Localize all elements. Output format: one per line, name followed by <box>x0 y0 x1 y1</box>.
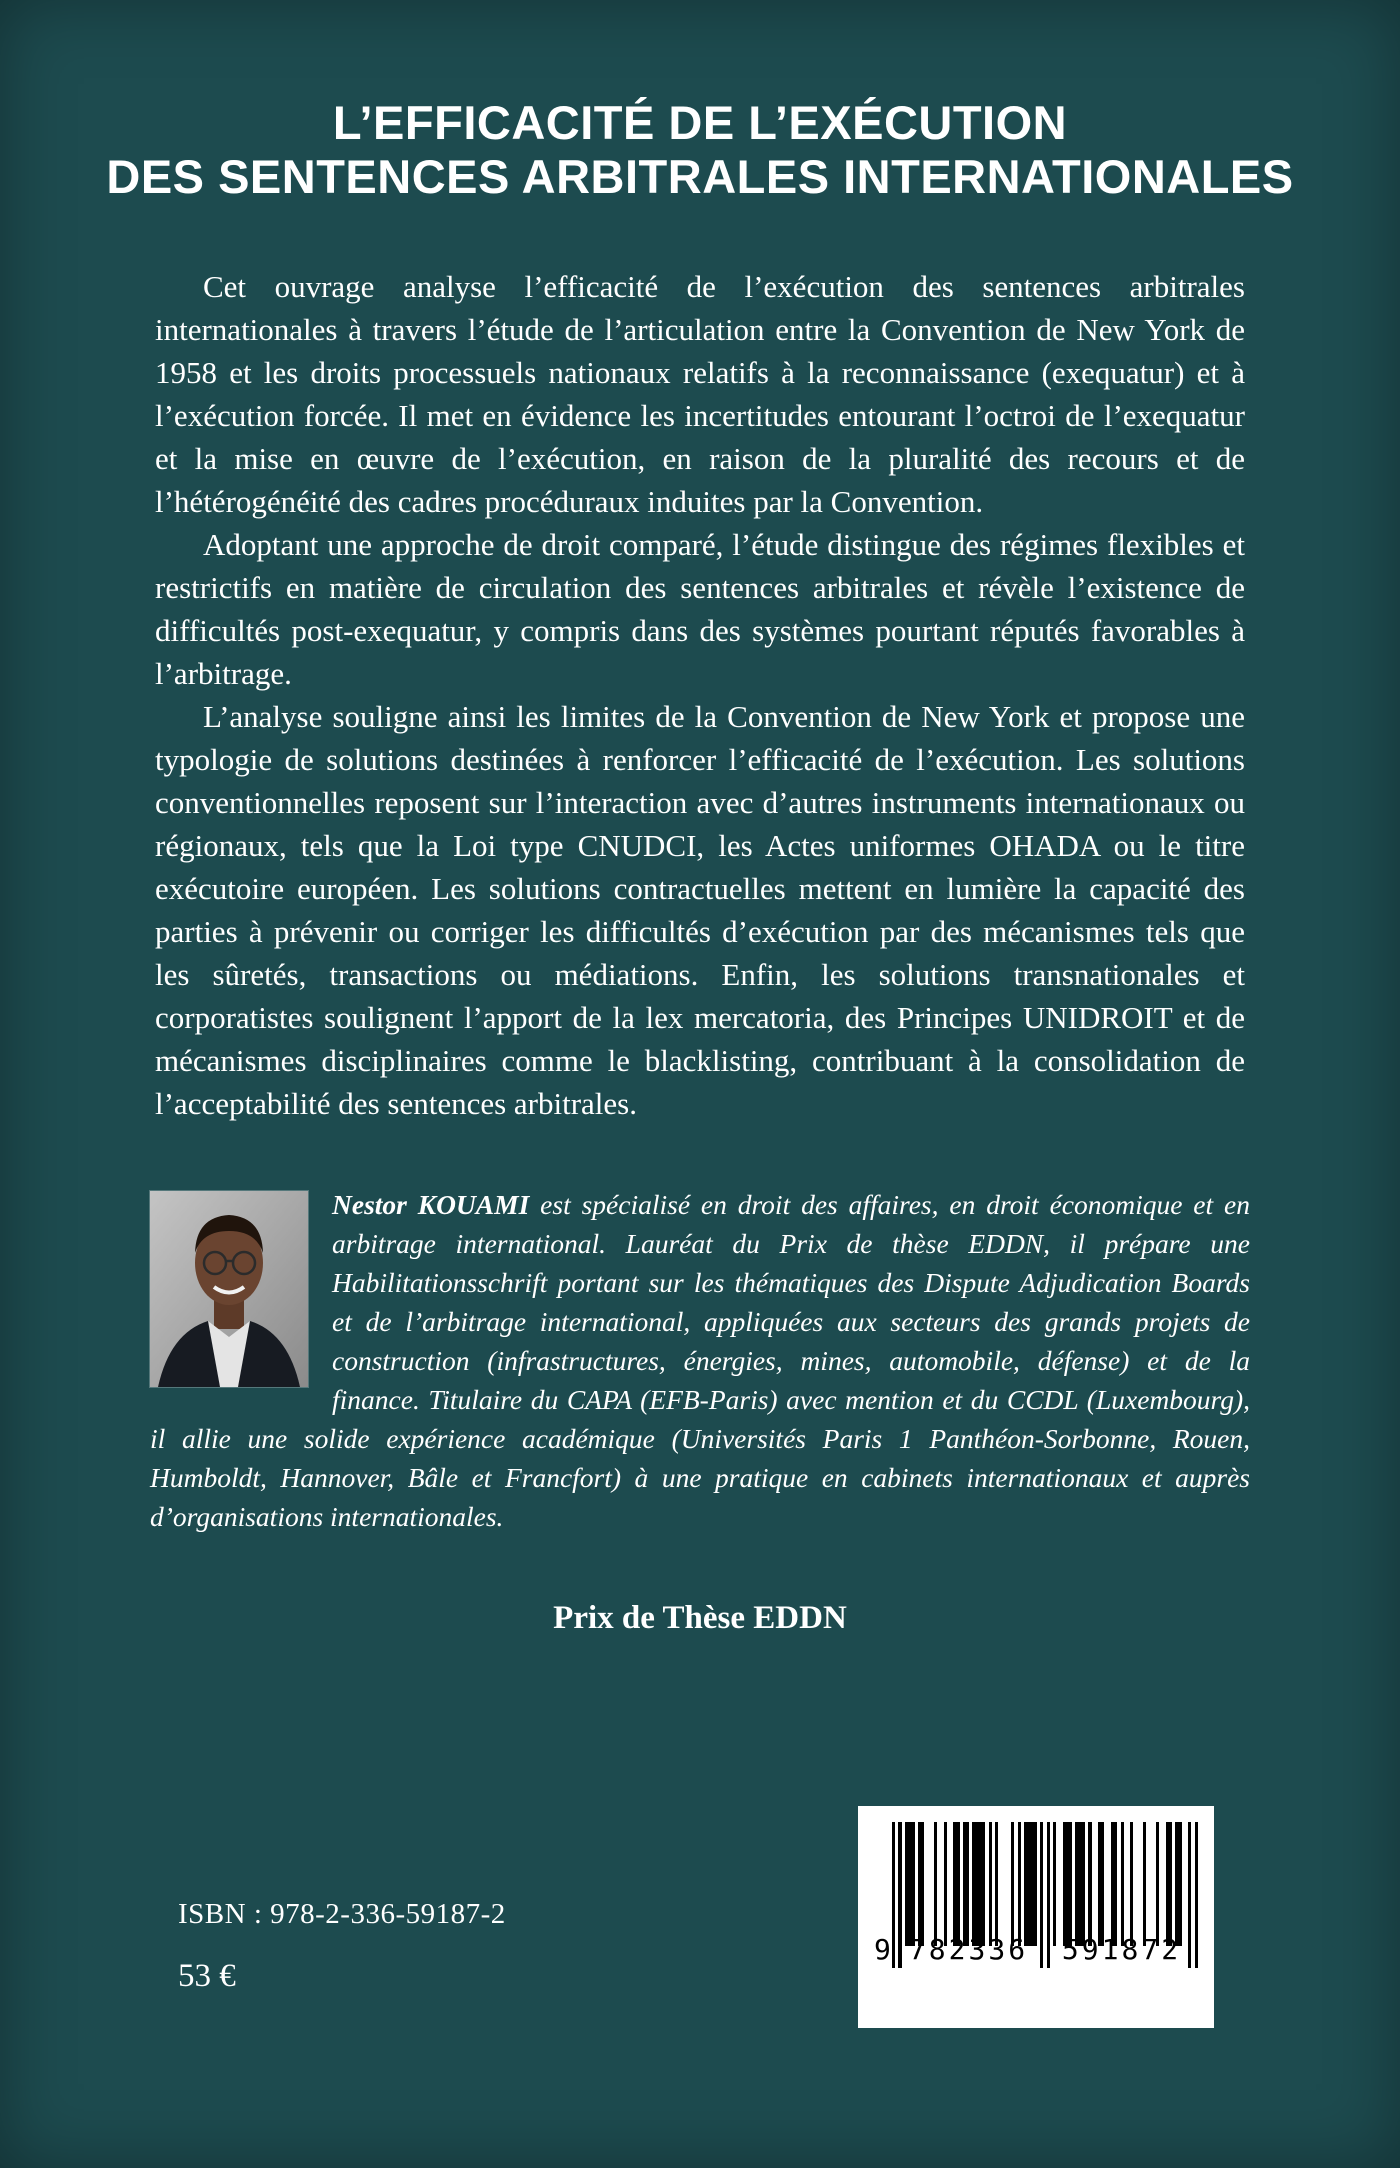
author-bio <box>150 1185 1250 1536</box>
barcode-digit-group: 591872 <box>1061 1933 1182 1966</box>
barcode-bars <box>892 1822 1198 1946</box>
price-text: 53 € <box>178 1958 236 1994</box>
bio-text: est spécialisé en droit des affaires, en droit économique et en arbitrage international. Lauréat du Prix de thèse EDDN, il prépare une Habilitationsschrift portant sur les thématiques des Dispute Adjudication Boards et de l’arbitrage international, appliquées aux secteurs des grands projets de construction (infrastructures, énergies, mines, automobile, défense) et de la finance. Titulaire du CAPA (EFB-Paris) avec mention et du CCDL (Luxembourg), il allie une solide expérience académique (Universités Paris 1 Panthéon-Sorbonne, Rouen, Humboldt, Hannover, Bâle et Francfort) à une pratique en cabinets internationaux et auprès d’organisations internationales. <box>150 1189 1250 1533</box>
author-name: Nestor KOUAMI <box>332 1189 530 1221</box>
title-line-2: DES SENTENCES ARBITRALES INTERNATIONALES <box>106 149 1294 203</box>
barcode-digit-group: 782336 <box>908 1933 1029 1966</box>
author-photo <box>150 1191 308 1387</box>
award-line: Prix de Thèse EDDN <box>553 1600 847 1637</box>
synopsis <box>155 265 1245 1125</box>
synopsis-paragraph: L’analyse souligne ainsi les limites de la Convention de New York et propose une typologie de solutions destinées à renforcer l’efficacité de l’exécution. Les solutions conventionnelles reposent sur l’interaction avec d’autres instruments internationaux ou régionaux, tels que la Loi type CNUDCI, les Actes uniformes OHADA ou le titre exécutoire européen. Les solutions contractuelles mettent en lumière la capacité des parties à prévenir ou corriger les difficultés d’exécution par des mécanismes tels que les sûretés, transactions ou médiations. Enfin, les solutions transnationales et corporatistes soulignent l’apport de la lex mercatoria, des Principes UNIDROIT et de mécanismes disciplinaires comme le blacklisting, contribuant à la consolidation de l’acceptabilité des sentences arbitrales. <box>155 699 1245 1122</box>
synopsis-paragraph: Adoptant une approche de droit comparé, l’étude distingue des régimes flexibles et restrictifs en matière de circulation des sentences arbitrales et révèle l’existence de difficultés post-exequatur, y compris dans des systèmes pourtant réputés favorables à l’arbitrage. <box>155 527 1245 692</box>
barcode-number <box>874 1932 1198 1968</box>
synopsis-paragraph: Cet ouvrage analyse l’efficacité de l’exécution des sentences arbitrales internationales à travers l’étude de l’articulation entre la Convention de New York de 1958 et les droits processuels nationaux relatifs à la reconnaissance (exequatur) et à l’exécution forcée. Il met en évidence les incertitudes entourant l’octroi de l’exequatur et la mise en œuvre de l’exécution, en raison de la pluralité des recours et de l’hétérogénéité des cadres procéduraux induites par la Convention. <box>155 269 1245 520</box>
author-portrait-illustration <box>150 1191 308 1387</box>
barcode-digit-lead: 9 <box>874 1933 891 1966</box>
title-line-1: L’EFFICACITÉ DE L’EXÉCUTION <box>332 96 1068 149</box>
barcode <box>874 1822 1198 1968</box>
barcode-panel <box>858 1806 1214 2028</box>
isbn-text: ISBN : 978-2-336-59187-2 <box>178 1898 506 1930</box>
book-title <box>0 0 1400 203</box>
